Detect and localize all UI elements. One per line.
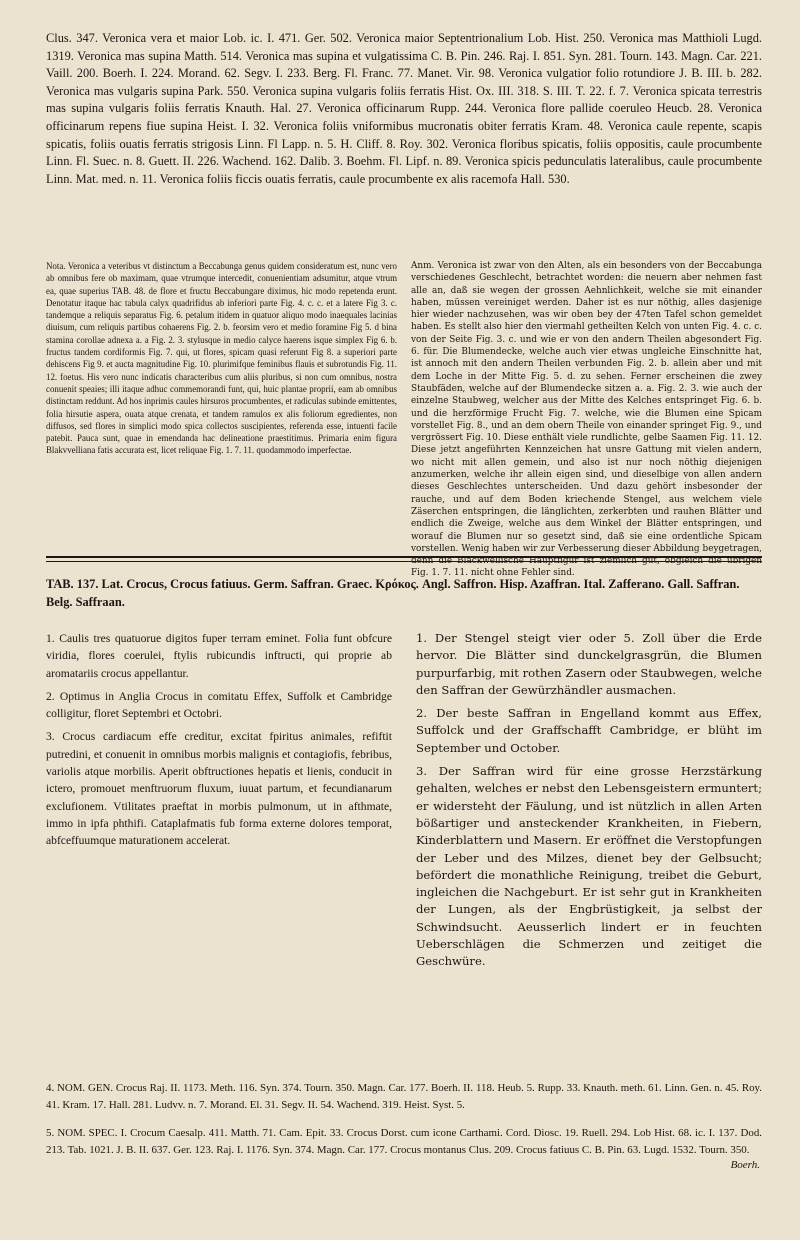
nom-spec-references: 5. NOM. SPEC. I. Crocum Caesalp. 411. Matth. 71. Cam. Epit. 33. Crocus Dorst. cum icone Carthami. Cord. Diosc. 19. Ruell. 294. Lob Hist. 68. ic. I. 137. Dod. 213. Tab. 1021. J. B. II. 637. Ger. 123. Raj. I. 1176. Syn. 374. Magn. Car. 177. Crocus montanus Clus. 209. Crocus fatiuus C. B. Pin. 63. Lugd. 1532. Tourn. 350.: [46, 1126, 762, 1156]
latin-paragraph-1: 1. Caulis tres quatuorue digitos fuper terram eminet. Folia funt obfcure viridia, flores coerulei, ftylis rubicundis inftructi, qui proprie ab aromatariis crocus appellantur.: [46, 632, 392, 680]
crocus-german-column: [416, 630, 762, 1074]
nom-gen-references: 4. NOM. GEN. Crocus Raj. II. 1173. Meth. 116. Syn. 374. Tourn. 350. Magn. Car. 177. Boerh. II. 118. Heub. 5. Rupp. 33. Knauth. meth. 61. Linn. Gen. n. 45. Roy. 41. Kram. 17. Hall. 281. Ludvv. n. 7. Morand. El. 31. Segv. II. 54. Wachend. 319. Heist. Syst. 5.: [46, 1082, 762, 1112]
latin-paragraph-3: 3. Crocus cardiacum effe creditur, excitat fpiritus animales, refiftit putredini, et conuenit in omnibus morbis malignis et contagiofis, febribus, variolis atque morbilis. Aperit obftructiones hepatis et lienis, conducit in ictero, promouet menftruorum fluxum, iuuat partum, et fecundianarum exclufionem. Vtilitates praeftat in morbis pulmonum, ut in afthmate, immo in ipfa phthifi. Cataplafmatis fub forma externe dolores temporat, abfceffuumque maturationem accelerat.: [46, 730, 392, 848]
german-paragraph-1: 1. Der Stengel steigt vier oder 5. Zoll über die Erde hervor. Die Blätter sind dunckelgrasgrün, die Blumen purpurfarbig, mit rothen Zasern oder Staubwegen, welche den Saffran der Gewürzhändler ausmachen.: [416, 631, 762, 697]
crocus-body-columns: [46, 630, 762, 1074]
crocus-latin-column: [46, 630, 392, 1074]
veronica-note-latin: Nota. Veronica a veteribus vt distinctum a Beccabunga genus quidem consideratum est, nunc vero ab omnibus fere ob maximam, quae vtrumque intercedit, conuenientiam adsumitur, atque vtrum ea, quae superius TAB. 48. de flore et fructu Beccabungare diximus, hic modo repetenda erunt. Denotatur itaque hac tabula calyx quadrifidus ab inferiori parte Fig. 4. c. c. et a latere Fig 3. c. tandemque a reliquis separatus Fig. 6. petalum itidem in quatuor aliquo modo inaequales lacinias diuisum, cum reliquis partibus cohaerens Fig. 2. b. feorsim vero et medio foramine Fig 5. d bina stamina corollae adnexa a. a Fig. 2. 3. stylusque in medio calyce haerens isque simplex Fig 6. b. fructus tandem cordiformis Fig. 7. qui, ut flores, spicam quasi referunt Fig 8. a superiori parte dehiscens Fig 9. et aucta magnitudine Fig. 10. plurimifque feminibus flauis et subrotundis Fig. 11. 12. foetus. His vero nunc indicatis characteribus cum aliis pluribus, si non cum omnibus, nostra conuenit speaies; illi itaque adhuc commemorandi funt, qui, huic plantae proprii, eam ab omnibus distinctam reddunt. Ad hos inprimis caules hirsuros procumbentes, et radiculas subinde emittentes, folia hirsutie aspera, ouata atque crenata, et tandem ramulos ex alis foliorum egredientes, non diffusos, sed flores in simplici modo spica collectos suscipientes, referenda esse, intuenti facile patebit. Pauca sunt, quae in emendanda hac delineatione praestitimus. Primaria enim figura Blakvvelliana fatis accurata est, licet reliquae Fig. 1. 7. 11. quodammodo imperfectae.: [46, 261, 397, 456]
veronica-synonyms-paragraph: Clus. 347. Veronica vera et maior Lob. ic. I. 471. Ger. 502. Veronica maior Septentrionalium Lob. Hist. 250. Veronica mas Matthioli Lugd. 1319. Veronica mas supina Matth. 514. Veronica mas supina et vulgatissima C. B. Pin. 246. Raj. I. 851. Syn. 281. Tourn. 143. Magn. Car. 221. Vaill. 200. Boerh. I. 224. Morand. 62. Segv. I. 233. Berg. Fl. Franc. 77. Manet. Vir. 98. Veronica vulgatior folio rotundiore J. B. III. b. 282. Veronica mas vulgaris supina Park. 550. Veronica supina vulgaris foliis ferratis Hist. Ox. III. 318. S. III. T. 22. f. 7. Veronica spicata terrestris mas supina vulgaris foliis ferratis Knauth. Hal. 27. Veronica officinarum Rupp. 244. Veronica flore pallide coeruleo Heucb. 28. Veronica officinarum repens fiue supina Heist. I. 32. Veronica foliis vniformibus mucronatis obiter ferratis Kram. 48. Veronica caule repente, scapis spicatis, foliis ouatis ferratis strigosis Linn. Fl Lapp. n. 5. H. Cliff. 8. Roy. 302. Veronica floribus spicatis, foliis oppositis, caule procumbente Linn. Fl. Suec. n. 8. Guett. II. 226. Wachend. 162. Dalib. 3. Boehm. Fl. Lipf. n. 89. Veronica spicis pedunculatis lateralibus, caule procumbente Linn. Mat. med. n. 11. Veronica foliis ficcis ouatis ferratis, caule procumbente ex alis racemofa Hall. 530.: [46, 31, 762, 186]
german-paragraph-3: 3. Der Saffran wird für eine grosse Herzstärkung gehalten, welches er nebst den Lebensgeistern ermuntert; er widersteht der Fäulung, und ist nützlich in allen Arten bößartiger und ansteckender Krankheiten, in Fiebern, Kinderblattern und Masern. Er eröffnet die Verstopfungen der Leber und des Milzes, dienet bey der Gelbsucht; befördert die monathliche Reinigung, treibet die Geburt, ingleichen die Nachgeburt. Er ist sehr gut in Krankheiten der Lungen, als der Engbrüstigkeit, ja selbst der Schwindsucht. Aeusserlich lindert er in feuchten Ueberschlägen die Schmerzen und zeitiget die Geschwüre.: [416, 764, 762, 969]
veronica-note-columns: [46, 260, 762, 579]
latin-paragraph-2: 2. Optimus in Anglia Crocus in comitatu Effex, Suffolk et Cambridge colligitur, floret Septembri et Octobri.: [46, 689, 392, 721]
crocus-table-header: TAB. 137. Lat. Crocus, Crocus fatiuus. Germ. Saffran. Graec. Κρόκος. Angl. Saffron. Hisp. Azaffran. Ital. Zafferano. Gall. Saffran. Belg. Saffraan.: [46, 577, 740, 609]
catchword: Boerh.: [730, 1159, 760, 1172]
veronica-note-german: Anm. Veronica ist zwar von den Alten, als ein besonders von der Beccabunga verschiedenes Geschlecht, betrachtet worden: die neuern aber nehmen fast alle an, daß sie wegen der grossen Aehnlichkeit, welche sie mit einander haben, müssen vereiniget werden. Daher ist es nur nöthig, alles dasjenige hier wieder nachzusehen, was wir oben bey der 47ten Tafel schon gemeldet haben. Es stellt also hier den viermahl getheilten Kelch von unten Fig. 4. c. c. von der Seite Fig. 3. c. und wie er von den andern Theilen abgesondert Fig. 6. für. Die Blumendecke, welche auch vier etwas ungleiche Einschnitte hat, ist annoch mit den andern Theilen verbunden Fig. 2. b. allein aber und mit dem Loche in der Mitte Fig. 5. d. zu sehen. Ferner erscheinen die zwey Staubfäden, welche auf der Blumendecke sitzen a. a. Fig. 2. 3. wie auch der einzelne Staubweg, welcher aus der Mitte des Kelches entspringet Fig. 6. b. und die herzförmige Frucht Fig. 7. welche, wie die Blumen eine Spicam vorstellet Fig. 8., und an dem obern Theile von einander springet Fig. 9., und vergrössert Fig. 10. Diese enthält viele rundlichte, gelbe Saamen Fig. 11. 12. Diese jetzt angeführten Kennzeichen hat unsre Gattung mit vielen andern, wo nicht mit allen gemein, und also ist nur noch nöthig diejenigen anzumerken, welche ihr allein eigen sind, und dieselbige von allen andern dieses Geschlechtes unterscheiden. Und dazu gehört insbesonder der rauche, und auf dem Boden kriechende Stengel, aus welchem viele Zäserchen entspringen, die länglichten, zerkerbten und rauhen Blätter und endlich die Zweige, welche aus dem Winkel der Blätter entspringen, und worauf die Blumen nur so gesetzt sind, daß sie eine ordentliche Spicam vorstellen. Wenig haben wir zur Verbesserung dieser Abbildung beygetragen, denn die Blackwellische Hauptfigur ist ziemlich gut, obgleich die übrigen Fig. 1. 7. 11. nicht ohne Fehler sind.: [411, 261, 762, 579]
german-paragraph-2: 2. Der beste Saffran in Engelland kommt aus Effex, Suffolck und der Graffschafft Cambridge, er blüht im September und October.: [416, 706, 762, 755]
